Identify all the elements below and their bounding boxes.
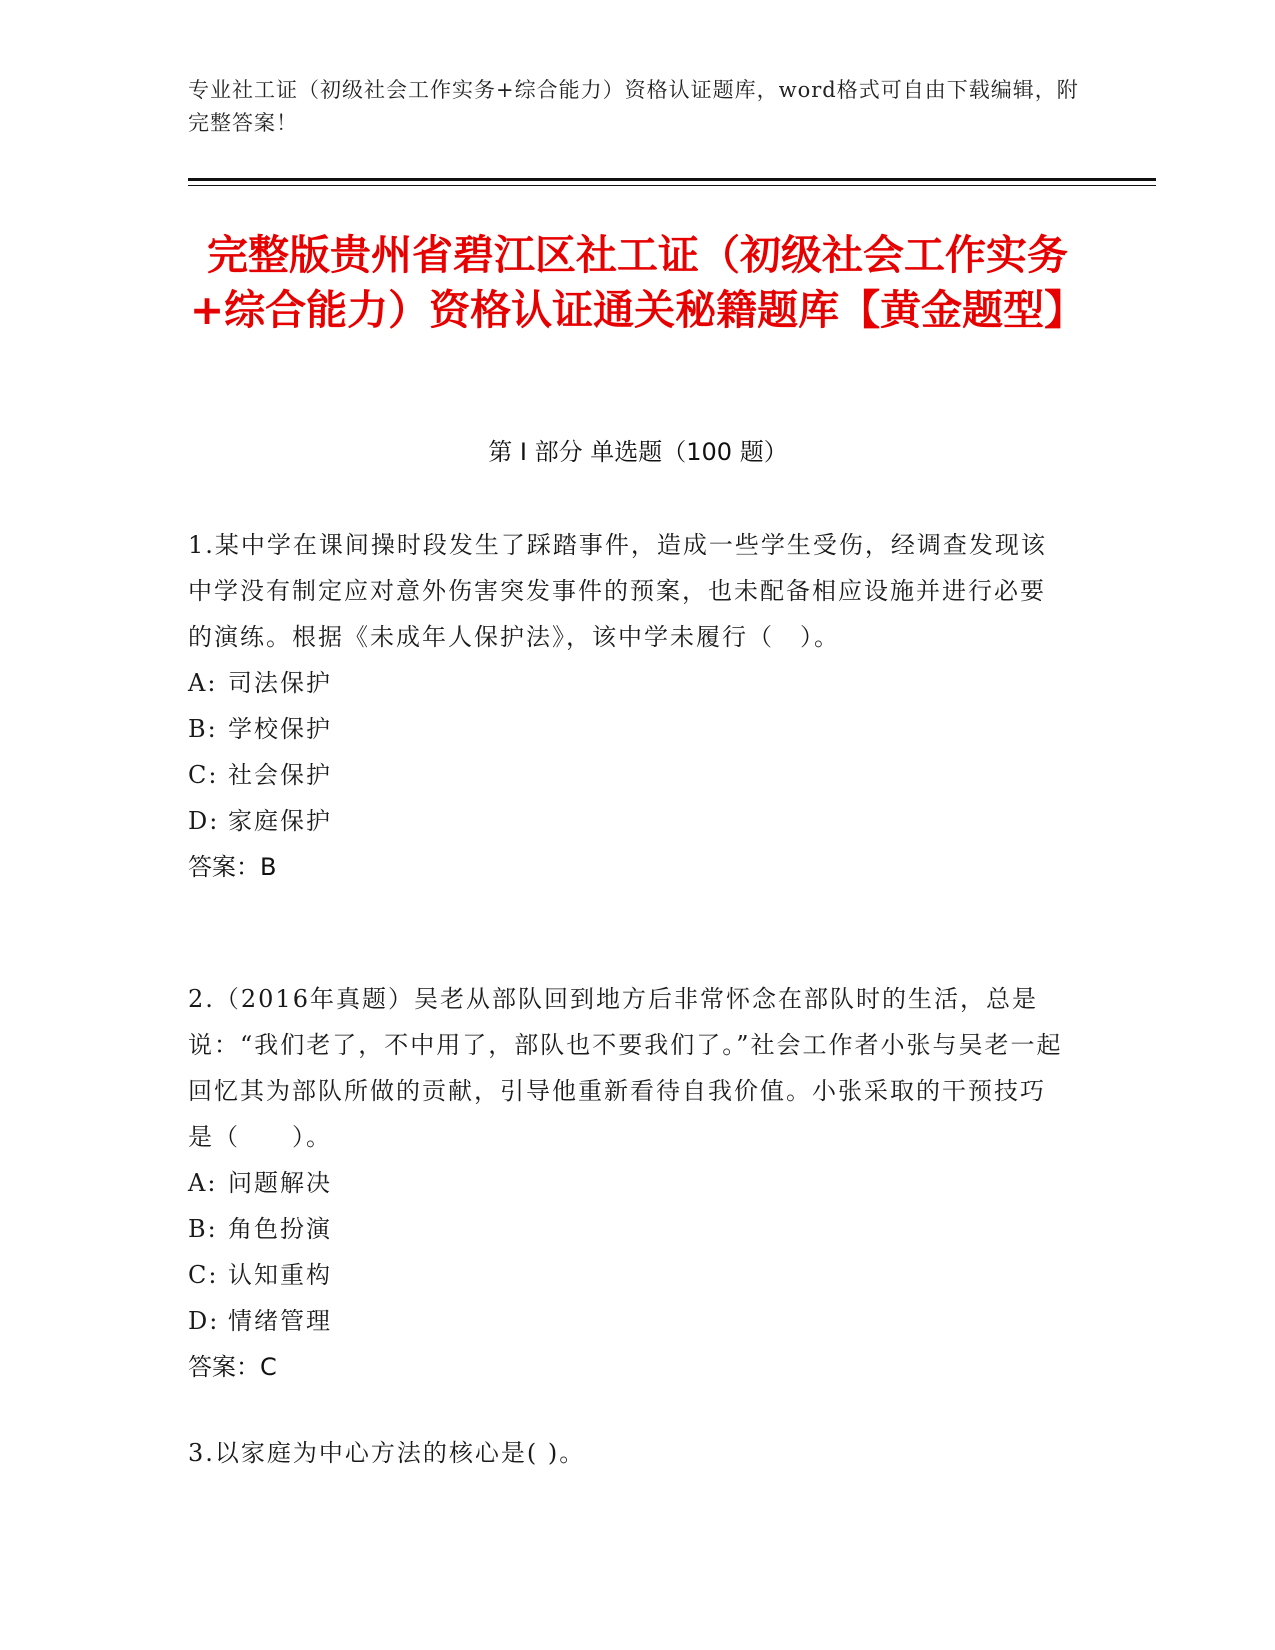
option-b [188, 706, 1068, 752]
option-d [188, 798, 1068, 844]
question-stem: 3.以家庭为中心方法的核心是( )。 [188, 1439, 586, 1467]
answer: 答案：B [188, 853, 277, 881]
option-key: C: [188, 1261, 219, 1289]
option-text: 学校保护 [228, 715, 332, 743]
question-2 [188, 976, 1068, 1390]
option-text: 社会保护 [228, 761, 332, 789]
answer: 答案：C [188, 1353, 277, 1381]
header-note: 专业社工证（初级社会工作实务+综合能力）资格认证题库，word格式可自由下载编辑，附完整答案！ [188, 78, 1079, 135]
option-c [188, 752, 1068, 798]
option-text: 角色扮演 [228, 1215, 332, 1243]
option-text: 认知重构 [228, 1261, 332, 1289]
option-key: B: [188, 1215, 218, 1243]
option-text: 家庭保护 [228, 807, 332, 835]
option-key: D: [188, 1307, 220, 1335]
question-stem: 2.（2016年真题）吴老从部队回到地方后非常怀念在部队时的生活，总是说：“我们老了，不中用了，部队也不要我们了。”社会工作者小张与吴老一起回忆其为部队所做的贡献，引导他重新看待自我价值。小张采取的干预技巧是（ ）。 [188, 985, 1063, 1151]
option-key: A: [188, 669, 218, 697]
header-rule-thin [188, 185, 1156, 186]
header-rule-thick [188, 178, 1156, 181]
section-title: 第 I 部分 单选题（100 题） [488, 438, 788, 466]
option-b [188, 1206, 1068, 1252]
option-text: 情绪管理 [228, 1307, 332, 1335]
option-key: A: [188, 1169, 218, 1197]
option-text: 司法保护 [228, 669, 332, 697]
question-1 [188, 522, 1068, 890]
option-c [188, 1252, 1068, 1298]
option-key: B: [188, 715, 218, 743]
option-a [188, 660, 1068, 706]
option-key: C: [188, 761, 219, 789]
document-title: 完整版贵州省碧江区社工证（初级社会工作实务+综合能力）资格认证通关秘籍题库【黄金题型】 [189, 231, 1086, 334]
option-d [188, 1298, 1068, 1344]
question-3 [188, 1430, 1068, 1476]
option-a [188, 1160, 1068, 1206]
option-key: D: [188, 807, 220, 835]
question-stem: 1.某中学在课间操时段发生了踩踏事件，造成一些学生受伤，经调查发现该中学没有制定应对意外伤害突发事件的预案，也未配备相应设施并进行必要的演练。根据《未成年人保护法》，该中学未履行（ ）。 [188, 531, 1047, 651]
option-text: 问题解决 [228, 1169, 332, 1197]
